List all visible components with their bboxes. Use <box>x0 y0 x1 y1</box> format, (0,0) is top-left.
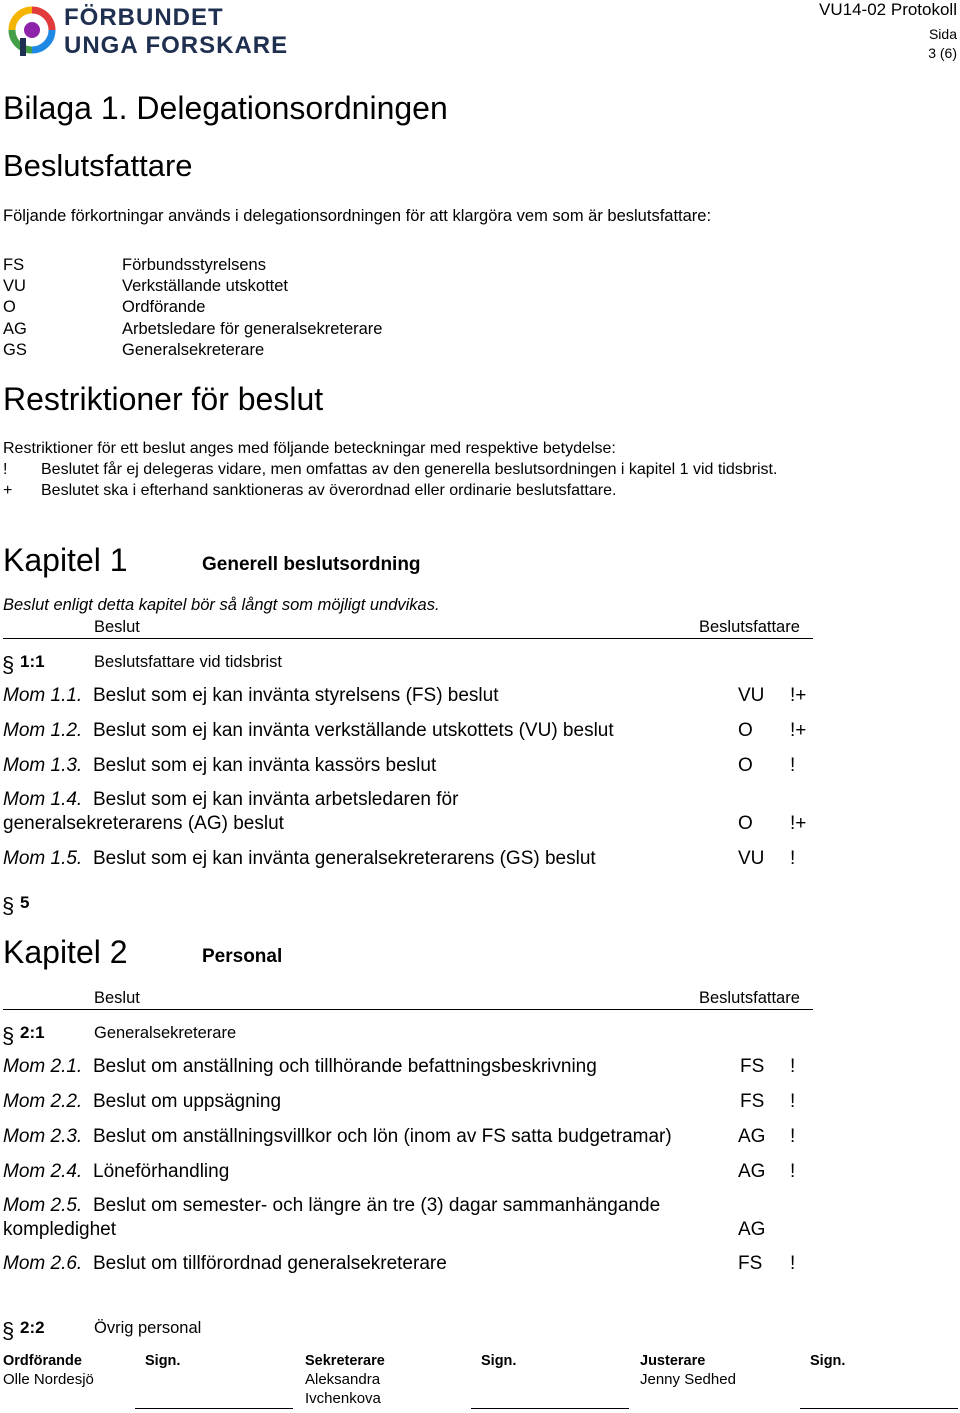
sign-label: Sign. <box>810 1353 846 1369</box>
mom-text: Löneförhandling <box>93 1161 230 1182</box>
page-label: Sida <box>928 26 957 42</box>
mom-text: Beslut som ej kan invänta arbetsledaren för <box>93 789 459 810</box>
logo <box>4 4 289 62</box>
section-number: 2:2 <box>20 1318 45 1337</box>
abbrev-name: Verkställande utskottet <box>122 277 289 295</box>
header-rule <box>3 638 813 639</box>
secretary-name-line2: Ivchenkova <box>305 1390 381 1407</box>
restriction-text: Beslutet får ej delegeras vidare, men omfattas av den generella beslutsordningen i kapitel 1 vid tidsbrist. <box>41 461 778 478</box>
mom-number: Mom 1.2. <box>3 720 83 741</box>
logo-mark-icon <box>4 4 60 60</box>
mom-decider: AG <box>738 1161 766 1182</box>
adjuster-label: Justerare <box>640 1353 706 1369</box>
sign-label: Sign. <box>481 1353 517 1369</box>
page-title: Bilaga 1. Delegationsordningen <box>3 90 448 126</box>
mom-restriction: ! <box>790 755 796 776</box>
chair-label: Ordförande <box>3 1353 82 1369</box>
mom-decider: VU <box>738 685 765 706</box>
abbrev-code: VU <box>3 277 26 295</box>
chapter2-label: Kapitel 2 <box>3 934 128 970</box>
abbrev-name: Generalsekreterare <box>122 341 265 359</box>
restrictions-intro: Restriktioner för ett beslut anges med följande beteckningar med respektive betydelse: <box>3 440 616 457</box>
mom-number: Mom 1.3. <box>3 755 83 776</box>
mom-number: Mom 1.1. <box>3 685 83 706</box>
abbrev-code: AG <box>3 320 27 338</box>
col-header-beslut: Beslut <box>94 989 140 1007</box>
mom-number: Mom 1.5. <box>3 848 83 869</box>
mom-decider: FS <box>740 1091 765 1112</box>
mom-restriction: ! <box>790 848 796 869</box>
mom-number: Mom 2.4. <box>3 1161 83 1182</box>
chapter1-label: Kapitel 1 <box>3 542 128 578</box>
secretary-name: Aleksandra <box>305 1371 381 1388</box>
mom-restriction: ! <box>790 1091 796 1112</box>
header-rule <box>3 1009 813 1010</box>
restriction-mark: ! <box>3 461 8 478</box>
mom-restriction: !+ <box>790 813 807 834</box>
org-name-line2: UNGA FORSKARE <box>64 32 289 59</box>
mom-number: Mom 2.3. <box>3 1126 83 1147</box>
mom-decider: FS <box>740 1056 765 1077</box>
mom-restriction: ! <box>790 1126 796 1147</box>
doc-id: VU14-02 Protokoll <box>819 0 957 19</box>
chair-name: Olle Nordesjö <box>3 1371 94 1388</box>
section-mark: § <box>2 652 15 677</box>
mom-text: Beslut om semester- och längre än tre (3) dagar sammanhängande <box>93 1195 661 1216</box>
chapter1-title: Generell beslutsordning <box>202 554 421 575</box>
section-title: Övrig personal <box>94 1319 202 1337</box>
abbrev-name: Förbundsstyrelsens <box>122 256 266 274</box>
mom-restriction: !+ <box>790 685 807 706</box>
mom-decider: AG <box>738 1126 766 1147</box>
section-number: 5 <box>20 893 30 912</box>
signature-line <box>135 1408 293 1409</box>
org-name-line1: FÖRBUNDET <box>64 4 224 31</box>
section-mark: § <box>2 1023 15 1048</box>
mom-text-continued: kompledighet <box>3 1219 117 1240</box>
mom-decider: O <box>738 755 753 776</box>
chapter1-note: Beslut enligt detta kapitel bör så långt som möjligt undvikas. <box>3 596 440 614</box>
mom-text: Beslut som ej kan invänta generalsekreterarens (GS) beslut <box>93 848 596 869</box>
section-mark: § <box>2 893 15 918</box>
col-header-beslut: Beslut <box>94 618 140 636</box>
section-number: 1:1 <box>20 652 45 671</box>
section-mark: § <box>2 1318 15 1343</box>
col-header-beslutsfattare: Beslutsfattare <box>699 989 800 1007</box>
section-title: Generalsekreterare <box>94 1024 237 1042</box>
mom-number: Mom 2.2. <box>3 1091 83 1112</box>
abbrev-code: O <box>3 298 16 316</box>
mom-number: Mom 2.5. <box>3 1195 83 1216</box>
page-number: 3 (6) <box>928 45 957 61</box>
signature-line <box>471 1408 629 1409</box>
mom-text-continued: generalsekreterarens (AG) beslut <box>3 813 284 834</box>
abbrev-name: Ordförande <box>122 298 206 316</box>
secretary-label: Sekreterare <box>305 1353 385 1369</box>
restriction-text: Beslutet ska i efterhand sanktioneras av överordnad eller ordinarie beslutsfattare. <box>41 482 617 499</box>
mom-decider: VU <box>738 848 765 869</box>
beslutsfattare-intro: Följande förkortningar används i delegationsordningen för att klargöra vem som är beslutsfattare: <box>3 207 712 225</box>
abbrev-code: FS <box>3 256 25 274</box>
mom-text: Beslut om anställning och tillhörande befattningsbeskrivning <box>93 1056 597 1077</box>
mom-number: Mom 1.4. <box>3 789 83 810</box>
mom-text: Beslut om tillförordnad generalsekreterare <box>93 1253 447 1274</box>
mom-decider: O <box>738 813 753 834</box>
adjuster-name: Jenny Sedhed <box>640 1371 736 1388</box>
beslutsfattare-heading: Beslutsfattare <box>3 148 193 183</box>
chapter2-title: Personal <box>202 946 283 967</box>
mom-text: Beslut som ej kan invänta kassörs beslut <box>93 755 437 776</box>
sign-label: Sign. <box>145 1353 181 1369</box>
mom-text: Beslut som ej kan invänta styrelsens (FS) beslut <box>93 685 499 706</box>
mom-restriction: ! <box>790 1253 796 1274</box>
mom-decider: O <box>738 720 753 741</box>
mom-restriction: !+ <box>790 720 807 741</box>
abbrev-name: Arbetsledare för generalsekreterare <box>122 320 383 338</box>
mom-decider: AG <box>738 1219 766 1240</box>
mom-decider: FS <box>738 1253 763 1274</box>
restriction-mark: + <box>3 482 13 499</box>
section-title: Beslutsfattare vid tidsbrist <box>94 653 282 671</box>
col-header-beslutsfattare: Beslutsfattare <box>699 618 800 636</box>
mom-text: Beslut som ej kan invänta verkställande utskottets (VU) beslut <box>93 720 614 741</box>
section-number: 2:1 <box>20 1023 45 1042</box>
signature-line <box>800 1408 958 1409</box>
mom-number: Mom 2.6. <box>3 1253 83 1274</box>
mom-restriction: ! <box>790 1161 796 1182</box>
abbrev-code: GS <box>3 341 27 359</box>
mom-restriction: ! <box>790 1056 796 1077</box>
mom-text: Beslut om anställningsvillkor och lön (inom av FS satta budgetramar) <box>93 1126 672 1147</box>
mom-text: Beslut om uppsägning <box>93 1091 282 1112</box>
mom-number: Mom 2.1. <box>3 1056 83 1077</box>
restrictions-heading: Restriktioner för beslut <box>3 381 324 417</box>
